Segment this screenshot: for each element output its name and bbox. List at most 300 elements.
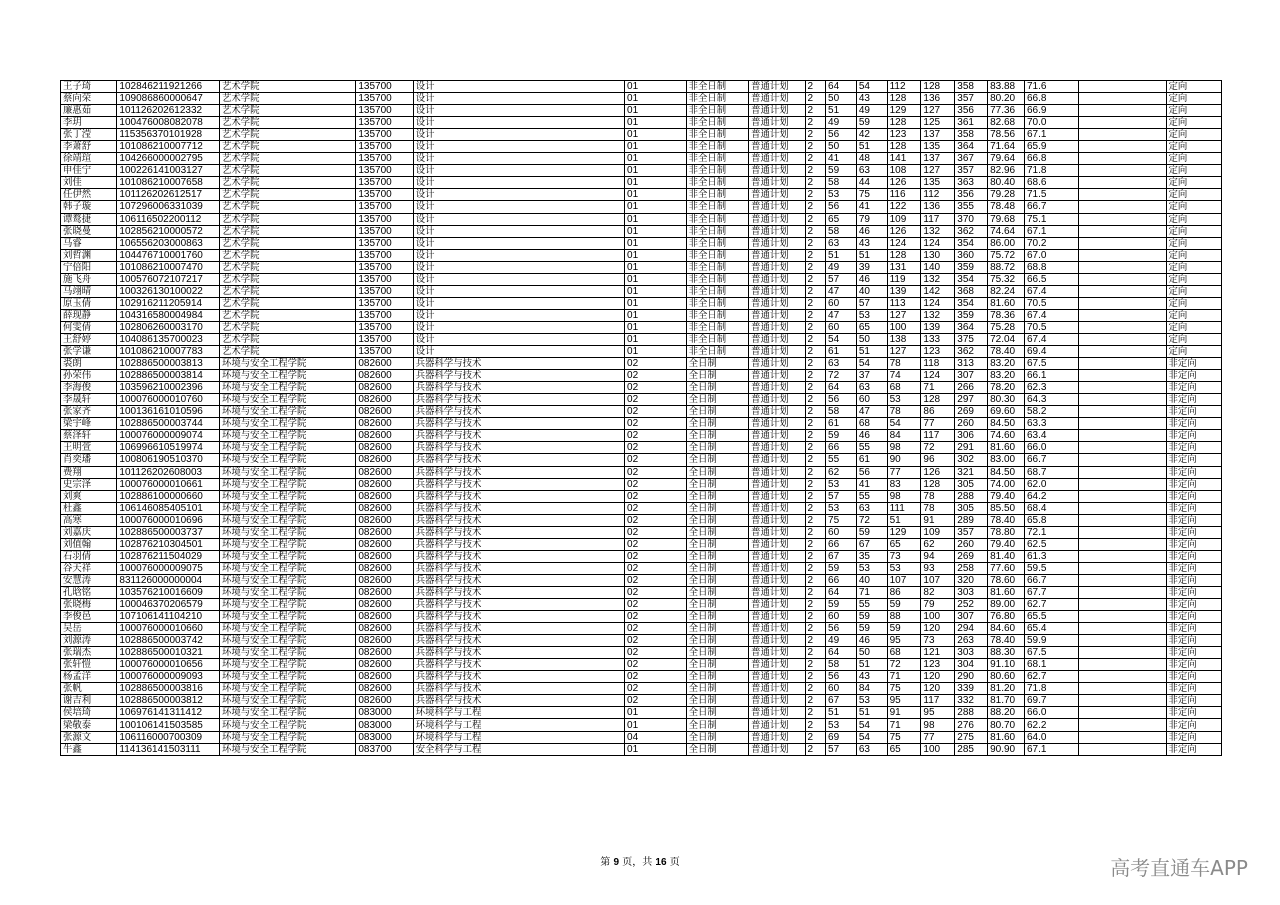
cell-direction-code: 02 bbox=[625, 562, 687, 574]
cell-plan-type: 普通计划 bbox=[749, 635, 805, 647]
cell-subject1-score: 126 bbox=[887, 177, 921, 189]
cell-exam-id: 100046370206579 bbox=[117, 599, 220, 611]
cell-major-name: 兵器科学与技术 bbox=[413, 394, 624, 406]
cell-major-code: 135700 bbox=[356, 177, 413, 189]
cell-gender: 2 bbox=[805, 442, 826, 454]
cell-major-code: 135700 bbox=[356, 117, 413, 129]
cell-subject1-score: 54 bbox=[887, 418, 921, 430]
cell-name: 张家齐 bbox=[61, 406, 117, 418]
cell-major-code: 082600 bbox=[356, 683, 413, 695]
cell-subject2-score: 118 bbox=[921, 358, 955, 370]
cell-study-mode: 全日制 bbox=[686, 562, 749, 574]
cell-major-code: 082600 bbox=[356, 611, 413, 623]
cell-remark bbox=[1079, 81, 1166, 93]
cell-exam-id: 114136141503111 bbox=[117, 743, 220, 755]
cell-plan-type: 普通计划 bbox=[749, 466, 805, 478]
cell-remark bbox=[1079, 105, 1166, 117]
cell-college: 艺术学院 bbox=[219, 165, 355, 177]
cell-retest-score: 78.56 bbox=[988, 129, 1025, 141]
cell-subject1-score: 119 bbox=[887, 273, 921, 285]
cell-gender: 2 bbox=[805, 574, 826, 586]
cell-direction-code: 02 bbox=[625, 659, 687, 671]
cell-subject2-score: 78 bbox=[921, 490, 955, 502]
cell-subject2-score: 82 bbox=[921, 586, 955, 598]
cell-orientation: 非定向 bbox=[1166, 719, 1221, 731]
cell-study-mode: 全日制 bbox=[686, 382, 749, 394]
cell-remark bbox=[1079, 297, 1166, 309]
cell-study-mode: 非全日制 bbox=[686, 189, 749, 201]
cell-subject2-score: 128 bbox=[921, 478, 955, 490]
cell-total-score: 303 bbox=[955, 647, 988, 659]
cell-major-name: 兵器科学与技术 bbox=[413, 538, 624, 550]
cell-retest-score: 84.50 bbox=[988, 466, 1025, 478]
cell-plan-type: 普通计划 bbox=[749, 321, 805, 333]
cell-subject1-score: 128 bbox=[887, 141, 921, 153]
cell-remark bbox=[1079, 213, 1166, 225]
cell-gender: 2 bbox=[805, 538, 826, 550]
cell-total-score: 288 bbox=[955, 707, 988, 719]
cell-direction-code: 02 bbox=[625, 671, 687, 683]
cell-college: 环境与安全工程学院 bbox=[219, 394, 355, 406]
cell-plan-type: 普通计划 bbox=[749, 201, 805, 213]
cell-orientation: 非定向 bbox=[1166, 611, 1221, 623]
cell-direction-code: 02 bbox=[625, 586, 687, 598]
cell-foreign-language-score: 43 bbox=[856, 93, 887, 105]
cell-remark bbox=[1079, 490, 1166, 502]
cell-name: 申佳宁 bbox=[61, 165, 117, 177]
cell-major-name: 设计 bbox=[413, 141, 624, 153]
cell-orientation: 非定向 bbox=[1166, 514, 1221, 526]
cell-direction-code: 01 bbox=[625, 177, 687, 189]
table-row bbox=[61, 333, 1222, 345]
cell-gender: 2 bbox=[805, 526, 826, 538]
cell-retest-score: 83.20 bbox=[988, 358, 1025, 370]
cell-final-score: 71.8 bbox=[1025, 683, 1079, 695]
cell-name: 肖奕璠 bbox=[61, 454, 117, 466]
cell-exam-id: 100076000010760 bbox=[117, 394, 220, 406]
cell-orientation: 定向 bbox=[1166, 117, 1221, 129]
cell-gender: 2 bbox=[805, 743, 826, 755]
cell-politics-score: 51 bbox=[826, 105, 857, 117]
cell-gender: 2 bbox=[805, 478, 826, 490]
cell-remark bbox=[1079, 659, 1166, 671]
cell-name: 费翔 bbox=[61, 466, 117, 478]
cell-retest-score: 78.80 bbox=[988, 526, 1025, 538]
cell-college: 环境与安全工程学院 bbox=[219, 370, 355, 382]
cell-direction-code: 01 bbox=[625, 141, 687, 153]
cell-final-score: 75.1 bbox=[1025, 213, 1079, 225]
cell-plan-type: 普通计划 bbox=[749, 129, 805, 141]
cell-subject2-score: 139 bbox=[921, 321, 955, 333]
cell-final-score: 65.4 bbox=[1025, 623, 1079, 635]
cell-exam-id: 102886500003813 bbox=[117, 358, 220, 370]
cell-foreign-language-score: 63 bbox=[856, 382, 887, 394]
cell-plan-type: 普通计划 bbox=[749, 478, 805, 490]
cell-plan-type: 普通计划 bbox=[749, 105, 805, 117]
cell-gender: 2 bbox=[805, 189, 826, 201]
cell-subject2-score: 132 bbox=[921, 225, 955, 237]
cell-exam-id: 103576210016609 bbox=[117, 586, 220, 598]
cell-foreign-language-score: 84 bbox=[856, 683, 887, 695]
cell-orientation: 非定向 bbox=[1166, 683, 1221, 695]
cell-direction-code: 02 bbox=[625, 370, 687, 382]
cell-final-score: 65.8 bbox=[1025, 514, 1079, 526]
cell-retest-score: 89.00 bbox=[988, 599, 1025, 611]
cell-subject1-score: 139 bbox=[887, 285, 921, 297]
cell-retest-score: 78.40 bbox=[988, 635, 1025, 647]
cell-exam-id: 104266000002795 bbox=[117, 153, 220, 165]
cell-remark bbox=[1079, 321, 1166, 333]
cell-final-score: 62.3 bbox=[1025, 382, 1079, 394]
cell-orientation: 非定向 bbox=[1166, 599, 1221, 611]
cell-college: 环境与安全工程学院 bbox=[219, 502, 355, 514]
cell-total-score: 364 bbox=[955, 321, 988, 333]
cell-plan-type: 普通计划 bbox=[749, 683, 805, 695]
cell-direction-code: 04 bbox=[625, 731, 687, 743]
cell-retest-score: 86.00 bbox=[988, 237, 1025, 249]
cell-college: 艺术学院 bbox=[219, 153, 355, 165]
cell-direction-code: 02 bbox=[625, 454, 687, 466]
cell-exam-id: 102846211921266 bbox=[117, 81, 220, 93]
cell-politics-score: 56 bbox=[826, 394, 857, 406]
cell-direction-code: 01 bbox=[625, 93, 687, 105]
cell-subject1-score: 78 bbox=[887, 406, 921, 418]
cell-politics-score: 69 bbox=[826, 731, 857, 743]
cell-plan-type: 普通计划 bbox=[749, 707, 805, 719]
cell-subject1-score: 113 bbox=[887, 297, 921, 309]
cell-name: 张源文 bbox=[61, 731, 117, 743]
cell-retest-score: 71.64 bbox=[988, 141, 1025, 153]
cell-name: 李萧舒 bbox=[61, 141, 117, 153]
cell-politics-score: 53 bbox=[826, 502, 857, 514]
cell-total-score: 307 bbox=[955, 611, 988, 623]
cell-subject1-score: 128 bbox=[887, 249, 921, 261]
cell-exam-id: 106996610519974 bbox=[117, 442, 220, 454]
cell-subject2-score: 126 bbox=[921, 466, 955, 478]
cell-retest-score: 69.60 bbox=[988, 406, 1025, 418]
table-row bbox=[61, 454, 1222, 466]
table-row bbox=[61, 695, 1222, 707]
cell-plan-type: 普通计划 bbox=[749, 695, 805, 707]
cell-retest-score: 82.96 bbox=[988, 165, 1025, 177]
cell-foreign-language-score: 46 bbox=[856, 430, 887, 442]
cell-foreign-language-score: 79 bbox=[856, 213, 887, 225]
cell-total-score: 357 bbox=[955, 165, 988, 177]
cell-subject2-score: 71 bbox=[921, 382, 955, 394]
cell-subject1-score: 65 bbox=[887, 538, 921, 550]
cell-final-score: 63.4 bbox=[1025, 430, 1079, 442]
cell-total-score: 360 bbox=[955, 249, 988, 261]
cell-remark bbox=[1079, 611, 1166, 623]
cell-remark bbox=[1079, 141, 1166, 153]
cell-major-code: 082600 bbox=[356, 454, 413, 466]
cell-subject1-score: 128 bbox=[887, 93, 921, 105]
cell-subject1-score: 86 bbox=[887, 586, 921, 598]
cell-remark bbox=[1079, 309, 1166, 321]
cell-gender: 2 bbox=[805, 719, 826, 731]
cell-final-score: 66.5 bbox=[1025, 273, 1079, 285]
cell-subject1-score: 88 bbox=[887, 611, 921, 623]
cell-politics-score: 51 bbox=[826, 249, 857, 261]
cell-subject1-score: 128 bbox=[887, 117, 921, 129]
table-row bbox=[61, 719, 1222, 731]
cell-name: 刘值翰 bbox=[61, 538, 117, 550]
cell-major-code: 135700 bbox=[356, 346, 413, 358]
cell-major-name: 兵器科学与技术 bbox=[413, 659, 624, 671]
cell-orientation: 定向 bbox=[1166, 105, 1221, 117]
table-row bbox=[61, 683, 1222, 695]
cell-direction-code: 02 bbox=[625, 358, 687, 370]
cell-study-mode: 全日制 bbox=[686, 635, 749, 647]
cell-major-name: 设计 bbox=[413, 117, 624, 129]
cell-remark bbox=[1079, 333, 1166, 345]
cell-exam-id: 100076000010696 bbox=[117, 514, 220, 526]
cell-college: 环境与安全工程学院 bbox=[219, 418, 355, 430]
cell-final-score: 68.1 bbox=[1025, 659, 1079, 671]
cell-major-name: 兵器科学与技术 bbox=[413, 550, 624, 562]
cell-major-code: 082600 bbox=[356, 538, 413, 550]
cell-final-score: 67.1 bbox=[1025, 225, 1079, 237]
cell-plan-type: 普通计划 bbox=[749, 81, 805, 93]
cell-total-score: 258 bbox=[955, 562, 988, 574]
cell-major-code: 135700 bbox=[356, 309, 413, 321]
cell-study-mode: 全日制 bbox=[686, 538, 749, 550]
cell-foreign-language-score: 43 bbox=[856, 237, 887, 249]
cell-subject2-score: 121 bbox=[921, 647, 955, 659]
cell-name: 谭鹜捷 bbox=[61, 213, 117, 225]
cell-major-code: 135700 bbox=[356, 333, 413, 345]
cell-subject1-score: 107 bbox=[887, 574, 921, 586]
cell-study-mode: 全日制 bbox=[686, 490, 749, 502]
table-row bbox=[61, 370, 1222, 382]
cell-remark bbox=[1079, 117, 1166, 129]
cell-foreign-language-score: 63 bbox=[856, 165, 887, 177]
cell-remark bbox=[1079, 574, 1166, 586]
cell-final-score: 63.3 bbox=[1025, 418, 1079, 430]
cell-direction-code: 02 bbox=[625, 635, 687, 647]
cell-orientation: 非定向 bbox=[1166, 659, 1221, 671]
cell-direction-code: 01 bbox=[625, 225, 687, 237]
cell-remark bbox=[1079, 358, 1166, 370]
cell-exam-id: 100076000009075 bbox=[117, 562, 220, 574]
cell-final-score: 71.6 bbox=[1025, 81, 1079, 93]
cell-total-score: 263 bbox=[955, 635, 988, 647]
cell-plan-type: 普通计划 bbox=[749, 550, 805, 562]
cell-gender: 2 bbox=[805, 635, 826, 647]
cell-direction-code: 02 bbox=[625, 574, 687, 586]
cell-direction-code: 01 bbox=[625, 249, 687, 261]
cell-direction-code: 01 bbox=[625, 117, 687, 129]
cell-retest-score: 80.20 bbox=[988, 93, 1025, 105]
cell-politics-score: 60 bbox=[826, 526, 857, 538]
cell-major-name: 环境科学与工程 bbox=[413, 731, 624, 743]
cell-name: 张晓曼 bbox=[61, 225, 117, 237]
cell-remark bbox=[1079, 201, 1166, 213]
cell-major-name: 设计 bbox=[413, 129, 624, 141]
cell-exam-id: 100076000010660 bbox=[117, 623, 220, 635]
cell-foreign-language-score: 55 bbox=[856, 490, 887, 502]
cell-direction-code: 02 bbox=[625, 406, 687, 418]
cell-study-mode: 非全日制 bbox=[686, 129, 749, 141]
cell-subject1-score: 84 bbox=[887, 430, 921, 442]
cell-college: 环境与安全工程学院 bbox=[219, 731, 355, 743]
cell-major-name: 兵器科学与技术 bbox=[413, 442, 624, 454]
cell-retest-score: 79.28 bbox=[988, 189, 1025, 201]
cell-gender: 2 bbox=[805, 611, 826, 623]
table-row bbox=[61, 321, 1222, 333]
cell-remark bbox=[1079, 165, 1166, 177]
cell-retest-score: 83.20 bbox=[988, 370, 1025, 382]
table-row bbox=[61, 611, 1222, 623]
cell-college: 艺术学院 bbox=[219, 225, 355, 237]
cell-total-score: 367 bbox=[955, 153, 988, 165]
cell-retest-score: 78.36 bbox=[988, 309, 1025, 321]
cell-major-code: 135700 bbox=[356, 129, 413, 141]
cell-plan-type: 普通计划 bbox=[749, 273, 805, 285]
cell-politics-score: 50 bbox=[826, 93, 857, 105]
cell-politics-score: 67 bbox=[826, 550, 857, 562]
cell-major-code: 135700 bbox=[356, 261, 413, 273]
cell-final-score: 64.3 bbox=[1025, 394, 1079, 406]
cell-retest-score: 78.40 bbox=[988, 346, 1025, 358]
cell-direction-code: 02 bbox=[625, 623, 687, 635]
cell-remark bbox=[1079, 743, 1166, 755]
cell-orientation: 非定向 bbox=[1166, 382, 1221, 394]
cell-major-code: 082600 bbox=[356, 550, 413, 562]
cell-remark bbox=[1079, 225, 1166, 237]
cell-exam-id: 107296006331039 bbox=[117, 201, 220, 213]
cell-total-score: 356 bbox=[955, 189, 988, 201]
cell-politics-score: 58 bbox=[826, 177, 857, 189]
cell-subject1-score: 127 bbox=[887, 309, 921, 321]
cell-major-name: 兵器科学与技术 bbox=[413, 490, 624, 502]
cell-foreign-language-score: 48 bbox=[856, 153, 887, 165]
cell-exam-id: 104086135700023 bbox=[117, 333, 220, 345]
cell-plan-type: 普通计划 bbox=[749, 538, 805, 550]
cell-remark bbox=[1079, 153, 1166, 165]
cell-plan-type: 普通计划 bbox=[749, 526, 805, 538]
cell-subject2-score: 78 bbox=[921, 502, 955, 514]
cell-major-name: 兵器科学与技术 bbox=[413, 695, 624, 707]
cell-name: 石羽倩 bbox=[61, 550, 117, 562]
cell-total-score: 266 bbox=[955, 382, 988, 394]
cell-subject2-score: 128 bbox=[921, 394, 955, 406]
cell-orientation: 定向 bbox=[1166, 81, 1221, 93]
cell-subject2-score: 132 bbox=[921, 309, 955, 321]
cell-orientation: 定向 bbox=[1166, 93, 1221, 105]
cell-study-mode: 非全日制 bbox=[686, 141, 749, 153]
cell-name: 刘源涛 bbox=[61, 635, 117, 647]
table-row bbox=[61, 382, 1222, 394]
cell-remark bbox=[1079, 502, 1166, 514]
table-row bbox=[61, 731, 1222, 743]
cell-orientation: 非定向 bbox=[1166, 466, 1221, 478]
cell-plan-type: 普通计划 bbox=[749, 370, 805, 382]
cell-gender: 2 bbox=[805, 285, 826, 297]
cell-final-score: 71.5 bbox=[1025, 189, 1079, 201]
cell-retest-score: 78.60 bbox=[988, 574, 1025, 586]
cell-gender: 2 bbox=[805, 237, 826, 249]
cell-remark bbox=[1079, 346, 1166, 358]
cell-direction-code: 01 bbox=[625, 105, 687, 117]
table-row bbox=[61, 141, 1222, 153]
cell-total-score: 363 bbox=[955, 177, 988, 189]
cell-politics-score: 58 bbox=[826, 406, 857, 418]
cell-final-score: 62.7 bbox=[1025, 671, 1079, 683]
cell-plan-type: 普通计划 bbox=[749, 213, 805, 225]
cell-remark bbox=[1079, 177, 1166, 189]
cell-exam-id: 102876210304501 bbox=[117, 538, 220, 550]
cell-college: 艺术学院 bbox=[219, 117, 355, 129]
cell-subject1-score: 53 bbox=[887, 562, 921, 574]
cell-subject1-score: 53 bbox=[887, 394, 921, 406]
cell-remark bbox=[1079, 695, 1166, 707]
cell-remark bbox=[1079, 454, 1166, 466]
cell-name: 何雯倩 bbox=[61, 321, 117, 333]
cell-plan-type: 普通计划 bbox=[749, 382, 805, 394]
cell-gender: 2 bbox=[805, 141, 826, 153]
cell-remark bbox=[1079, 586, 1166, 598]
cell-orientation: 非定向 bbox=[1166, 358, 1221, 370]
cell-major-code: 082600 bbox=[356, 430, 413, 442]
cell-subject1-score: 71 bbox=[887, 719, 921, 731]
cell-retest-score: 80.60 bbox=[988, 671, 1025, 683]
cell-orientation: 非定向 bbox=[1166, 574, 1221, 586]
cell-direction-code: 01 bbox=[625, 189, 687, 201]
cell-total-score: 290 bbox=[955, 671, 988, 683]
cell-direction-code: 01 bbox=[625, 346, 687, 358]
cell-remark bbox=[1079, 623, 1166, 635]
cell-major-code: 082600 bbox=[356, 562, 413, 574]
cell-subject1-score: 127 bbox=[887, 346, 921, 358]
table-row bbox=[61, 442, 1222, 454]
cell-plan-type: 普通计划 bbox=[749, 418, 805, 430]
cell-gender: 2 bbox=[805, 562, 826, 574]
cell-total-score: 359 bbox=[955, 261, 988, 273]
table-row bbox=[61, 297, 1222, 309]
cell-plan-type: 普通计划 bbox=[749, 189, 805, 201]
cell-subject2-score: 123 bbox=[921, 659, 955, 671]
cell-college: 艺术学院 bbox=[219, 333, 355, 345]
cell-subject2-score: 79 bbox=[921, 599, 955, 611]
cell-study-mode: 全日制 bbox=[686, 442, 749, 454]
footer-prefix: 第 bbox=[600, 857, 611, 868]
cell-orientation: 定向 bbox=[1166, 225, 1221, 237]
cell-foreign-language-score: 54 bbox=[856, 719, 887, 731]
cell-subject2-score: 117 bbox=[921, 213, 955, 225]
cell-study-mode: 全日制 bbox=[686, 370, 749, 382]
cell-college: 艺术学院 bbox=[219, 105, 355, 117]
cell-major-name: 兵器科学与技术 bbox=[413, 502, 624, 514]
cell-retest-score: 77.60 bbox=[988, 562, 1025, 574]
cell-gender: 2 bbox=[805, 213, 826, 225]
cell-gender: 2 bbox=[805, 370, 826, 382]
cell-total-score: 357 bbox=[955, 93, 988, 105]
cell-college: 环境与安全工程学院 bbox=[219, 538, 355, 550]
cell-major-name: 环境科学与工程 bbox=[413, 707, 624, 719]
cell-major-name: 兵器科学与技术 bbox=[413, 574, 624, 586]
cell-retest-score: 83.88 bbox=[988, 81, 1025, 93]
cell-plan-type: 普通计划 bbox=[749, 454, 805, 466]
cell-exam-id: 101126202608003 bbox=[117, 466, 220, 478]
cell-plan-type: 普通计划 bbox=[749, 237, 805, 249]
cell-major-name: 兵器科学与技术 bbox=[413, 514, 624, 526]
cell-subject1-score: 131 bbox=[887, 261, 921, 273]
cell-orientation: 非定向 bbox=[1166, 478, 1221, 490]
cell-direction-code: 01 bbox=[625, 743, 687, 755]
table-row bbox=[61, 659, 1222, 671]
cell-direction-code: 01 bbox=[625, 81, 687, 93]
